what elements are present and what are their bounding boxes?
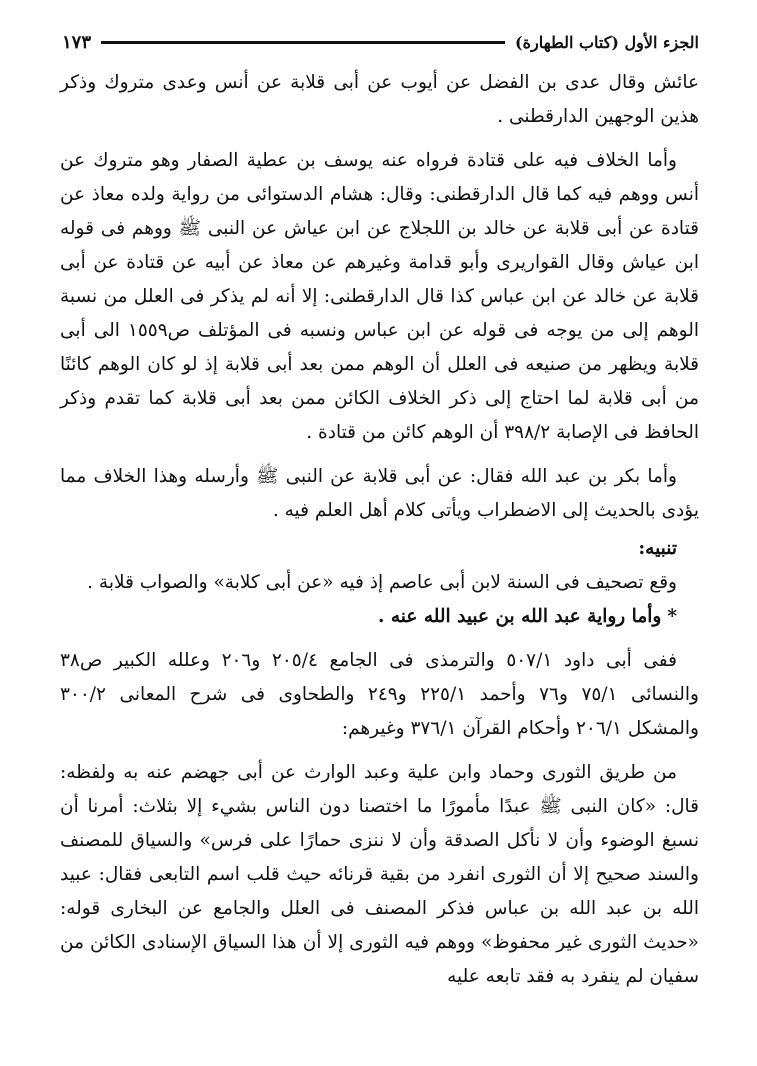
paragraph-1: عائش وقال عدى بن الفضل عن أيوب عن أبى قلابة عن أنس وعدى متروك وذكر هذين الوجهين الدارقطنى . <box>60 72 699 127</box>
note-text: وقع تصحيف فى السنة لابن أبى عاصم إذ فيه «عن أبى كلابة» والصواب قلابة . <box>87 572 677 593</box>
section-heading <box>60 600 699 634</box>
paragraph-sources: ففى أبى داود ٥٠٧/١ والترمذى فى الجامع ٢٠٥/٤ و٢٠٦ وعلله الكبير ص٣٨ والنسائى ٧٥/١ و٧٦ وأحمد ٢٢٥/١ و٢٤٩ والطحاوى فى شرح المعانى ٣٠٠/٢ والمشكل ٢٠٦/١ وأحكام القرآن ٣٧٦/١ وغيرهم: <box>60 650 699 739</box>
note-heading: تنبيه: <box>638 538 677 559</box>
section-heading-text: وأما رواية عبد الله بن عبيد الله عنه . <box>377 606 662 627</box>
paragraph-3: وأما بكر بن عبد الله فقال: عن أبى قلابة عن النبى ﷺ وأرسله وهذا الخلاف مما يؤدى بالحديث إلى الاضطراب ويأتى كلام أهل العلم فيه . <box>60 466 699 521</box>
body-text <box>60 66 699 994</box>
paragraph-hadith: من طريق الثورى وحماد وابن علية وعبد الوارث عن أبى جهضم عنه به ولفظه: قال: «كان النبى ﷺ عبدًا مأمورًا ما اختصنا دون الناس بشيء إلا بثلاث: أمرنا أن نسبغ الوضوء وأن لا نأكل الصدقة وأن لا ننزى حمارًا على فرس» والسياق للمصنف والسند صحيح إلا أن الثورى انفرد من بقية قرنائه حيث قلب اسم التابعى فقال: عبيد الله بن عبد الله بن عباس فذكر المصنف فى العلل والجامع عن البخارى قوله: «حديث الثورى غير محفوظ» ووهم فيه الثورى إلا أن هذا السياق الإسنادى الكائن من سفيان لم ينفرد به فقد تابعه عليه <box>60 762 699 987</box>
header-rule <box>101 41 505 44</box>
star-bullet-icon: * <box>667 606 677 627</box>
paragraph-2: وأما الخلاف فيه على قتادة فرواه عنه يوسف بن عطية الصفار وهو متروك عن أنس ووهم فيه كما قال الدارقطنى: وقال: هشام الدستوائى من رواية ولده معاذ عن قتادة عن أبى قلابة عن خالد بن اللجلاج عن ابن عياش عن النبى ﷺ ووهم فى قوله ابن عياش وقال القواريرى وأبو قدامة وغيرهم عن معاذ عن أبيه عن قتادة عن أبى قلابة عن خالد عن ابن عباس كذا قال الدارقطنى: إلا أنه لم يذكر فى العلل من نسبة الوهم إلى من يوجه فى قوله عن ابن عباس ونسبه فى المؤتلف ص١٥٥٩ الى أبى قلابة ويظهر من صنيعه فى العلل أن الوهم ممن بعد أبى قلابة إذ لو كان الوهم كائنًا من أبى قلابة لما احتاج إلى ذكر الخلاف الكائن ممن بعد أبى قلابة كما تقدم وذكر الحافظ فى الإصابة ٣٩٨/٢ أن الوهم كائن من قتادة . <box>60 150 699 443</box>
page-number: ١٧٣ <box>62 31 92 53</box>
header-title: الجزء الأول (كتاب الطهارة) <box>515 32 699 52</box>
running-header <box>62 28 699 56</box>
